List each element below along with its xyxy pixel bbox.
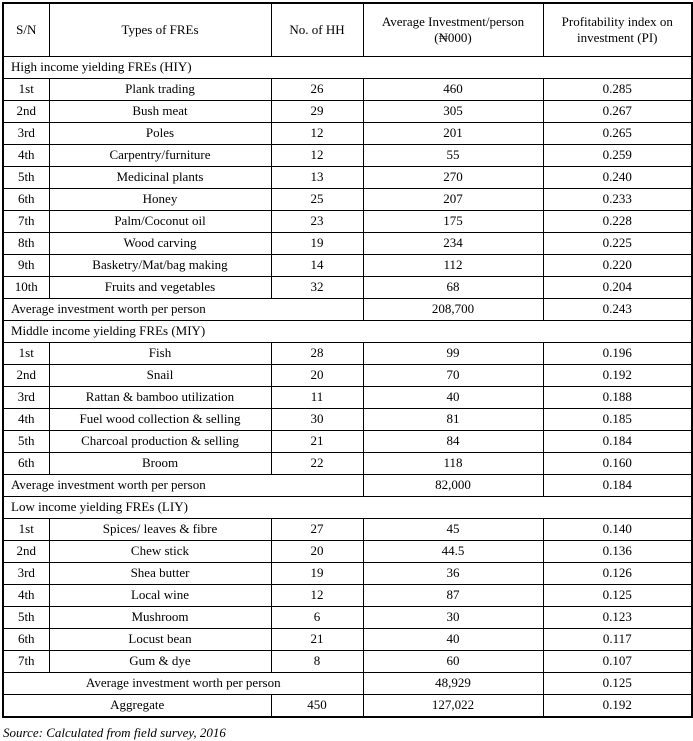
- table-cell: 45: [363, 519, 543, 541]
- table-cell: 30: [363, 607, 543, 629]
- aggregate-label: Aggregate: [3, 695, 271, 718]
- table-cell: Carpentry/furniture: [49, 145, 271, 167]
- table-cell: 12: [271, 145, 363, 167]
- table-cell: Wood carving: [49, 233, 271, 255]
- table-cell: 0.185: [543, 409, 692, 431]
- table-cell: Charcoal production & selling: [49, 431, 271, 453]
- table-cell: 0.126: [543, 563, 692, 585]
- data-row: [3, 277, 692, 299]
- header-types-of-fres: Types of FREs: [49, 3, 271, 57]
- table-cell: Palm/Coconut oil: [49, 211, 271, 233]
- header-no-of-hh: No. of HH: [271, 3, 363, 57]
- table-cell: 0.267: [543, 101, 692, 123]
- table-cell: 0.160: [543, 453, 692, 475]
- table-cell: 20: [271, 541, 363, 563]
- table-cell: Spices/ leaves & fibre: [49, 519, 271, 541]
- table-cell: Shea butter: [49, 563, 271, 585]
- table-cell: 3rd: [3, 387, 49, 409]
- table-cell: 0.125: [543, 585, 692, 607]
- data-row: [3, 541, 692, 563]
- data-row: [3, 431, 692, 453]
- table-cell: 68: [363, 277, 543, 299]
- table-cell: 0.220: [543, 255, 692, 277]
- table-cell: 4th: [3, 585, 49, 607]
- table-cell: 32: [271, 277, 363, 299]
- table-cell: 0.192: [543, 365, 692, 387]
- table-cell: 234: [363, 233, 543, 255]
- table-cell: Bush meat: [49, 101, 271, 123]
- data-row: [3, 145, 692, 167]
- table-cell: Honey: [49, 189, 271, 211]
- summary-investment: 208,700: [363, 299, 543, 321]
- table-cell: 19: [271, 563, 363, 585]
- table-cell: 1st: [3, 519, 49, 541]
- table-cell: 1st: [3, 343, 49, 365]
- table-cell: 4th: [3, 409, 49, 431]
- table-cell: 7th: [3, 211, 49, 233]
- table-cell: 29: [271, 101, 363, 123]
- table-cell: 175: [363, 211, 543, 233]
- data-row: [3, 453, 692, 475]
- table-cell: 270: [363, 167, 543, 189]
- data-row: [3, 651, 692, 673]
- table-cell: 70: [363, 365, 543, 387]
- aggregate-investment: 127,022: [363, 695, 543, 718]
- summary-pi: 0.243: [543, 299, 692, 321]
- data-row: [3, 365, 692, 387]
- table-cell: 6: [271, 607, 363, 629]
- table-cell: 30: [271, 409, 363, 431]
- table-cell: 6th: [3, 453, 49, 475]
- table-cell: 305: [363, 101, 543, 123]
- table-cell: 5th: [3, 167, 49, 189]
- summary-row: [3, 299, 692, 321]
- table-cell: 201: [363, 123, 543, 145]
- table-cell: 28: [271, 343, 363, 365]
- summary-investment: 82,000: [363, 475, 543, 497]
- table-cell: 22: [271, 453, 363, 475]
- section-title-row: [3, 321, 692, 343]
- table-cell: 87: [363, 585, 543, 607]
- table-cell: 2nd: [3, 101, 49, 123]
- aggregate-pi: 0.192: [543, 695, 692, 718]
- table-cell: 40: [363, 387, 543, 409]
- summary-row: [3, 673, 692, 695]
- table-cell: 25: [271, 189, 363, 211]
- table-cell: Fish: [49, 343, 271, 365]
- summary-pi: 0.125: [543, 673, 692, 695]
- table-cell: 0.259: [543, 145, 692, 167]
- data-row: [3, 409, 692, 431]
- table-cell: Medicinal plants: [49, 167, 271, 189]
- table-cell: 2nd: [3, 365, 49, 387]
- data-row: [3, 607, 692, 629]
- data-row: [3, 629, 692, 651]
- fre-investment-table: [2, 2, 693, 718]
- table-cell: 0.265: [543, 123, 692, 145]
- aggregate-hh: 450: [271, 695, 363, 718]
- table-cell: 0.184: [543, 431, 692, 453]
- table-cell: 0.228: [543, 211, 692, 233]
- table-cell: 10th: [3, 277, 49, 299]
- header-sn: S/N: [3, 3, 49, 57]
- summary-label: Average investment worth per person: [3, 673, 363, 695]
- table-body: [3, 57, 692, 718]
- data-row: [3, 211, 692, 233]
- table-cell: Plank trading: [49, 79, 271, 101]
- table-cell: 0.136: [543, 541, 692, 563]
- table-cell: Gum & dye: [49, 651, 271, 673]
- header-avg-investment: Average Investment/person (₦000): [363, 3, 543, 57]
- data-row: [3, 233, 692, 255]
- table-cell: 118: [363, 453, 543, 475]
- table-cell: 36: [363, 563, 543, 585]
- table-cell: 21: [271, 629, 363, 651]
- table-cell: Locust bean: [49, 629, 271, 651]
- table-cell: 23: [271, 211, 363, 233]
- data-row: [3, 255, 692, 277]
- summary-investment: 48,929: [363, 673, 543, 695]
- table-cell: Broom: [49, 453, 271, 475]
- table-cell: 0.107: [543, 651, 692, 673]
- summary-row: [3, 475, 692, 497]
- table-cell: 0.225: [543, 233, 692, 255]
- data-row: [3, 189, 692, 211]
- section-title: Low income yielding FREs (LIY): [3, 497, 692, 519]
- summary-label: Average investment worth per person: [3, 475, 363, 497]
- data-row: [3, 79, 692, 101]
- table-cell: 20: [271, 365, 363, 387]
- section-title-row: [3, 497, 692, 519]
- table-cell: 44.5: [363, 541, 543, 563]
- aggregate-row: [3, 695, 692, 718]
- table-cell: 14: [271, 255, 363, 277]
- table-cell: 0.196: [543, 343, 692, 365]
- section-title: Middle income yielding FREs (MIY): [3, 321, 692, 343]
- table-cell: 460: [363, 79, 543, 101]
- table-cell: 40: [363, 629, 543, 651]
- section-title-row: [3, 57, 692, 79]
- table-cell: 55: [363, 145, 543, 167]
- table-cell: 0.240: [543, 167, 692, 189]
- table-cell: 112: [363, 255, 543, 277]
- summary-label: Average investment worth per person: [3, 299, 363, 321]
- data-row: [3, 343, 692, 365]
- table-cell: 207: [363, 189, 543, 211]
- table-cell: Chew stick: [49, 541, 271, 563]
- table-cell: 19: [271, 233, 363, 255]
- table-cell: 0.285: [543, 79, 692, 101]
- table-cell: Local wine: [49, 585, 271, 607]
- table-cell: Fuel wood collection & selling: [49, 409, 271, 431]
- table-cell: 60: [363, 651, 543, 673]
- table-cell: Snail: [49, 365, 271, 387]
- table-cell: 12: [271, 123, 363, 145]
- table-cell: 3rd: [3, 563, 49, 585]
- header-row: [3, 3, 692, 57]
- summary-pi: 0.184: [543, 475, 692, 497]
- table-cell: 2nd: [3, 541, 49, 563]
- table-cell: 6th: [3, 629, 49, 651]
- table-cell: 0.117: [543, 629, 692, 651]
- header-profitability-index: Profitability index on investment (PI): [543, 3, 692, 57]
- table-cell: 7th: [3, 651, 49, 673]
- table-cell: 0.204: [543, 277, 692, 299]
- source-note: Source: Calculated from field survey, 2016: [3, 725, 226, 740]
- table-cell: 0.233: [543, 189, 692, 211]
- data-row: [3, 387, 692, 409]
- table-cell: 4th: [3, 145, 49, 167]
- table-cell: 84: [363, 431, 543, 453]
- table-cell: 81: [363, 409, 543, 431]
- section-title: High income yielding FREs (HIY): [3, 57, 692, 79]
- table-cell: Mushroom: [49, 607, 271, 629]
- table-cell: 3rd: [3, 123, 49, 145]
- table-cell: 6th: [3, 189, 49, 211]
- table-cell: 0.123: [543, 607, 692, 629]
- table-cell: 0.140: [543, 519, 692, 541]
- table-cell: 12: [271, 585, 363, 607]
- table-cell: 27: [271, 519, 363, 541]
- table-cell: 21: [271, 431, 363, 453]
- table-cell: Rattan & bamboo utilization: [49, 387, 271, 409]
- data-row: [3, 585, 692, 607]
- data-row: [3, 563, 692, 585]
- data-row: [3, 101, 692, 123]
- table-cell: Fruits and vegetables: [49, 277, 271, 299]
- table-cell: 0.188: [543, 387, 692, 409]
- table-cell: 1st: [3, 79, 49, 101]
- table-cell: Basketry/Mat/bag making: [49, 255, 271, 277]
- data-row: [3, 167, 692, 189]
- table-cell: 8: [271, 651, 363, 673]
- table-cell: 5th: [3, 431, 49, 453]
- table-cell: 11: [271, 387, 363, 409]
- table-cell: 5th: [3, 607, 49, 629]
- data-row: [3, 519, 692, 541]
- table-cell: Poles: [49, 123, 271, 145]
- table-cell: 99: [363, 343, 543, 365]
- table-cell: 26: [271, 79, 363, 101]
- table-cell: 13: [271, 167, 363, 189]
- data-row: [3, 123, 692, 145]
- table-cell: 8th: [3, 233, 49, 255]
- table-cell: 9th: [3, 255, 49, 277]
